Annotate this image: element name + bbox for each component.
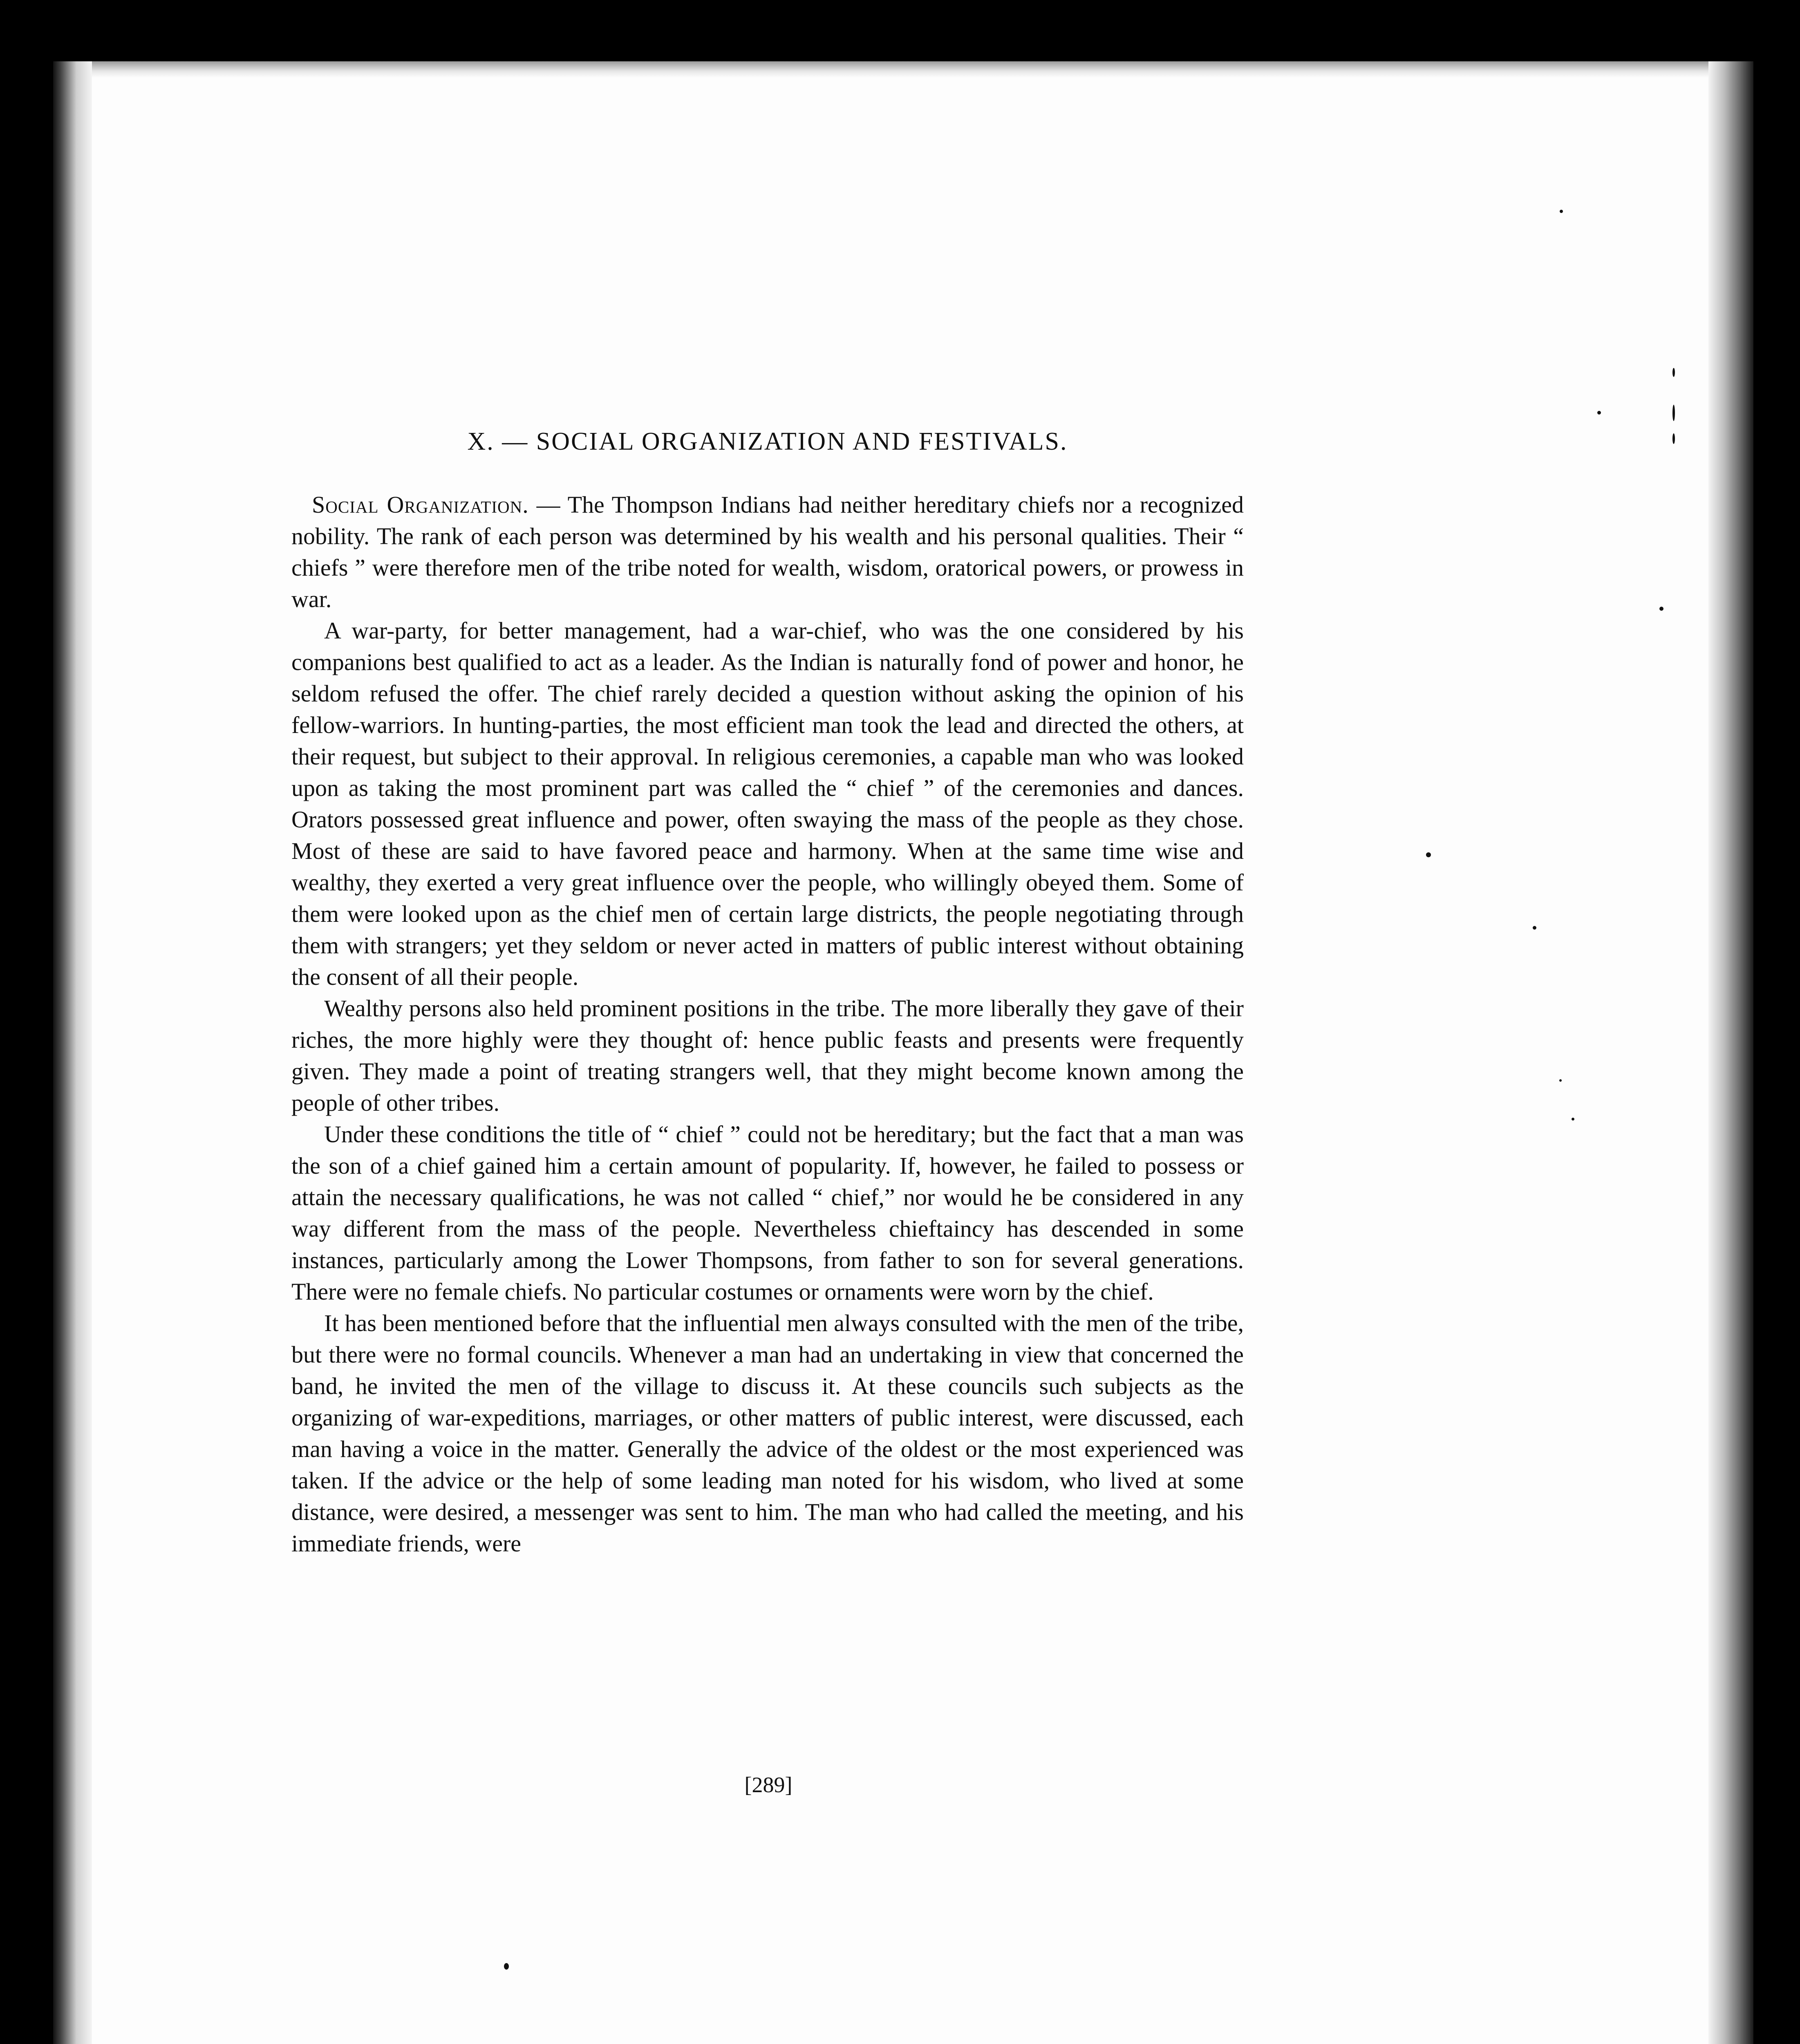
chapter-heading: X. — SOCIAL ORGANIZATION AND FESTIVALS. <box>467 428 1068 455</box>
dust-speck <box>504 1963 509 1970</box>
dust-speck <box>1659 607 1663 611</box>
dust-speck <box>1597 411 1601 415</box>
dust-speck <box>1426 852 1431 857</box>
dust-speck <box>1559 1079 1562 1082</box>
paragraph: Under these conditions the title of “ chief ” could not be hereditary; but the fact that a man was the son of a chief gained him a certain amount of popularity. If, however, he failed to possess or attain the necessary qualifications, he was not called “ chief,” nor would he be considered in any way different from the mass of the people. Nevertheless chieftaincy has descended in some instances, particularly among the Lower Thompsons, from father to son for several generations. There were no female chiefs. No particular costumes or ornaments were worn by the chief. <box>291 1121 1244 1305</box>
page-text-block <box>291 427 1244 1559</box>
dust-speck <box>1560 210 1563 213</box>
dust-speck <box>1572 1118 1574 1121</box>
right-margin-shadow <box>1708 61 1753 2044</box>
page-number: [289] <box>744 1773 793 1797</box>
dust-speck <box>1533 926 1536 930</box>
section-label: Social Organization. <box>312 491 529 518</box>
dust-speck <box>1672 433 1675 444</box>
paragraph-text: — The Thompson Indians had neither hereditary chiefs nor a recognized nobility. The rank of each person was determined by his wealth and his personal qualities. Their “ chiefs ” were therefore men of the tribe noted for wealth, wisdom, oratorical powers, or prowess in war. <box>291 491 1244 612</box>
dust-speck <box>1672 368 1675 377</box>
left-margin-shadow <box>53 61 92 2044</box>
paragraph: Wealthy persons also held prominent positions in the tribe. The more liberally they gave of their riches, the more highly were they thought of: hence public feasts and presents were frequently given. They made a point of treating strangers well, that they might become known among the people of other tribes. <box>291 995 1244 1116</box>
top-edge-shadow <box>92 61 1708 78</box>
paragraph: A war-party, for better management, had a war-chief, who was the one considered by his companions best qualified to act as a leader. As the Indian is naturally fond of power and honor, he seldom refused the offer. The chief rarely decided a question without asking the opinion of his fellow-warriors. In hunting-parties, the most efficient man took the lead and directed the others, at their request, but subject to their approval. In religious ceremonies, a capable man who was looked upon as taking the most prominent part was called the “ chief ” of the ceremonies and dances. Orators possessed great influence and power, often swaying the mass of the people as they chose. Most of these are said to have favored peace and harmony. When at the same time wise and wealthy, they exerted a very great influence over the people, who willingly obeyed them. Some of them were looked upon as the chief men of certain large districts, the people negotiating through them with strangers; yet they seldom or never acted in matters of public interest without obtaining the consent of all their people. <box>291 617 1244 990</box>
paragraph: It has been mentioned before that the influential men always consulted with the men of the tribe, but there were no formal councils. Whenever a man had an undertaking in view that concerned the band, he invited the men of the village to discuss it. At these councils such subjects as the organizing of war-expeditions, marriages, or other matters of public interest, were discussed, each man having a voice in the matter. Generally the advice of the oldest or the most experienced was taken. If the advice or the help of some leading man noted for his wisdom, who lived at some distance, were desired, a messenger was sent to him. The man who had called the meeting, and his immediate friends, were <box>291 1310 1244 1557</box>
paragraph <box>291 489 1244 615</box>
dust-speck <box>1672 405 1675 421</box>
